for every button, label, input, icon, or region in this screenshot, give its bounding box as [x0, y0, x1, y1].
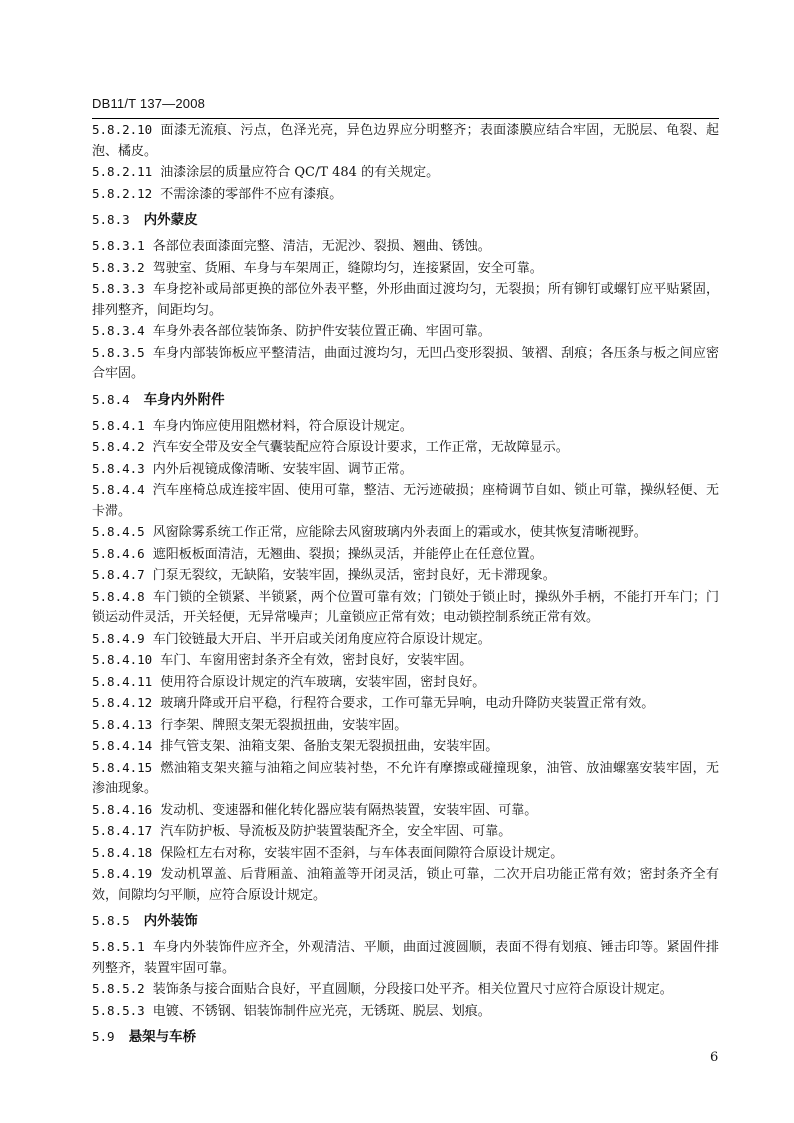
heading-text: 内外装饰	[143, 913, 198, 929]
clause-item	[92, 480, 719, 522]
clause-number: 5.8.4.3	[92, 460, 145, 476]
clause-item	[92, 279, 719, 321]
clause-item	[92, 693, 719, 715]
clause-item	[92, 864, 719, 906]
clause-item	[92, 321, 719, 343]
clause-item	[92, 650, 719, 672]
clause-number: 5.8.4.18	[92, 844, 153, 860]
clause-item	[92, 672, 719, 694]
clause-number: 5.8.3	[92, 212, 130, 227]
clause-item	[92, 629, 719, 651]
clause-number: 5.8.3.1	[92, 238, 145, 253]
clause-item	[92, 565, 719, 587]
clause-item	[92, 736, 719, 758]
clause-number: 5.8.4.8	[92, 588, 145, 604]
clause-text: 油漆涂层的质量应符合 QC/T 484 的有关规定。	[160, 165, 440, 180]
clause-number: 5.8.4.13	[92, 716, 153, 732]
clause-number: 5.8.4.1	[92, 417, 145, 433]
header-rule	[92, 118, 719, 119]
clause-text: 不需涂漆的零部件不应有漆痕。	[160, 186, 343, 202]
clause-text: 车门锁的全锁紧、半锁紧，两个位置可靠有效；门锁处于锁止时，操纵外手柄，不能打开车门；门锁运动件灵活，开关轻便，无异常噪声；儿童锁应正常有效；电动锁控制系统正常有效。	[92, 589, 719, 625]
clause-text: 装饰条与接合面贴合良好，平直圆顺，分段接口处平齐。相关位置尺寸应符合原设计规定。	[152, 982, 673, 997]
clause-number: 5.8.5.3	[92, 1002, 145, 1018]
clause-number: 5.8.4.11	[92, 673, 153, 689]
clause-text: 汽车防护板、导流板及防护装置装配齐全，安全牢固、可靠。	[160, 824, 512, 839]
clause-number: 5.8.4.4	[92, 482, 145, 497]
clause-text: 车门铰链最大开启、半开启或关闭角度应符合原设计规定。	[152, 631, 491, 647]
clause-number: 5.8.3.2	[92, 259, 145, 275]
clause-item	[92, 843, 719, 865]
clause-number: 5.9	[92, 1029, 115, 1044]
clause-text: 车身外表各部位装饰条、防护件安装位置正确、牢固可靠。	[152, 324, 491, 339]
clause-text: 遮阳板板面清洁，无翘曲、裂损；操纵灵活，并能停止在任意位置。	[152, 546, 543, 562]
clause-text: 内外后视镜成像清晰、安装牢固、调节正常。	[152, 461, 413, 477]
clause-number: 5.8.4.2	[92, 439, 145, 454]
page-number: 6	[710, 1050, 719, 1065]
heading-text: 悬架与车桥	[128, 1029, 197, 1045]
clause-text: 行李架、牌照支架无裂损扭曲，安装牢固。	[160, 717, 408, 733]
clause-text: 各部位表面漆面完整、清洁，无泥沙、裂损、翘曲、锈蚀。	[152, 239, 491, 254]
clause-number: 5.8.4.17	[92, 823, 153, 838]
heading-text: 车身内外附件	[143, 391, 225, 408]
clause-text: 门泵无裂纹，无缺陷，安装牢固，操纵灵活，密封良好，无卡滞现象。	[152, 568, 556, 583]
clause-number: 5.8.4.12	[92, 695, 153, 710]
heading-text: 内外蒙皮	[143, 212, 198, 228]
clause-item	[92, 459, 719, 481]
clause-number: 5.8.2.10	[92, 122, 153, 137]
clause-text: 车门、车窗用密封条齐全有效，密封良好，安装牢固。	[160, 653, 473, 668]
clause-number: 5.8.4.15	[92, 759, 153, 775]
clause-text: 面漆无流痕、污点，色泽光亮，异色边界应分明整齐；表面漆膜应结合牢固，无脱层、龟裂、起泡、橘皮。	[92, 123, 719, 159]
clause-text: 车身挖补或局部更换的部位外表平整，外形曲面过渡均匀，无裂损；所有铆钉或螺钉应平贴紧固，排列整齐，间距均匀。	[92, 282, 719, 318]
clause-item	[92, 937, 719, 979]
document-id: DB11/T 137—2008	[92, 96, 206, 111]
clause-number: 5.8.3.5	[92, 344, 145, 360]
clause-number: 5.8.4	[92, 391, 130, 407]
clause-text: 汽车安全带及安全气囊装配应符合原设计要求，工作正常，无故障显示。	[152, 440, 569, 455]
clause-number: 5.8.5.1	[92, 939, 145, 954]
section-heading	[92, 1027, 719, 1047]
clause-item	[92, 258, 719, 280]
clause-item	[92, 979, 719, 1001]
clause-number: 5.8.5	[92, 913, 130, 928]
clause-text: 燃油箱支架夹箍与油箱之间应装衬垫，不允许有摩擦或碰撞现象，油管、放油螺塞安装牢固，无渗油现象。	[92, 760, 719, 796]
clause-number: 5.8.3.4	[92, 323, 145, 338]
clause-text: 车身内外装饰件应齐全，外观清洁、平顺，曲面过渡圆顺，表面不得有划痕、锤击印等。紧固件排列整齐，装置牢固可靠。	[92, 940, 719, 976]
clause-item	[92, 821, 719, 843]
clause-text: 驾驶室、货厢、车身与车架周正，缝隙均匀，连接紧固，安全可靠。	[152, 260, 543, 276]
clause-number: 5.8.2.12	[92, 185, 153, 201]
clause-item	[92, 800, 719, 822]
clause-number: 5.8.2.11	[92, 164, 153, 179]
clause-item	[92, 758, 719, 800]
clause-text: 使用符合原设计规定的汽车玻璃，安装牢固，密封良好。	[160, 674, 486, 690]
clause-text: 排气管支架、油箱支架、备胎支架无裂损扭曲，安装牢固。	[160, 739, 499, 754]
clause-item	[92, 522, 719, 544]
clause-item	[92, 587, 719, 629]
clause-item	[92, 715, 719, 737]
clause-text: 发动机、变速器和催化转化器应装有隔热装置，安装牢固、可靠。	[160, 802, 538, 818]
clause-item	[92, 162, 719, 184]
clause-number: 5.8.5.2	[92, 981, 145, 996]
clause-number: 5.8.4.10	[92, 652, 153, 667]
clause-text: 车身内部装饰板应平整清洁，曲面过渡均匀，无凹凸变形裂损、皱褶、刮痕；各压条与板之间应密合牢固。	[92, 345, 719, 381]
clause-item	[92, 236, 719, 258]
clause-text: 风窗除雾系统工作正常，应能除去风窗玻璃内外表面上的霜或水，使其恢复清晰视野。	[152, 525, 647, 540]
clause-item	[92, 184, 719, 206]
clause-number: 5.8.3.3	[92, 281, 145, 296]
clause-number: 5.8.4.16	[92, 801, 153, 817]
clause-number: 5.8.4.5	[92, 524, 145, 539]
clause-item	[92, 544, 719, 566]
clause-item	[92, 1001, 719, 1023]
clause-item	[92, 343, 719, 385]
clause-text: 玻璃升降或开启平稳，行程符合要求，工作可靠无异响，电动升降防夹装置正常有效。	[160, 696, 655, 711]
clause-number: 5.8.4.19	[92, 866, 153, 881]
clause-text: 车身内饰应使用阻燃材料，符合原设计规定。	[152, 418, 413, 434]
clause-number: 5.8.4.6	[92, 545, 145, 561]
clause-number: 5.8.4.9	[92, 630, 145, 646]
clause-number: 5.8.4.14	[92, 738, 153, 753]
clause-text: 汽车座椅总成连接牢固、使用可靠，整洁、无污迹破损；座椅调节自如、锁止可靠，操纵轻便、无卡滞。	[92, 483, 719, 519]
page-body	[92, 120, 719, 1053]
clause-text: 保险杠左右对称，安装牢固不歪斜，与车体表面间隙符合原设计规定。	[160, 845, 564, 861]
clause-number: 5.8.4.7	[92, 567, 145, 582]
clause-item	[92, 416, 719, 438]
section-heading	[92, 911, 719, 931]
clause-item	[92, 437, 719, 459]
clause-text: 发动机罩盖、后背厢盖、油箱盖等开闭灵活，锁止可靠，二次开启功能正常有效；密封条齐全有效，间隙均匀平顺，应符合原设计规定。	[92, 867, 719, 903]
clause-item	[92, 120, 719, 162]
section-heading	[92, 390, 719, 410]
clause-text: 电镀、不锈钢、铝装饰制件应光亮，无锈斑、脱层、划痕。	[152, 1003, 491, 1019]
section-heading	[92, 210, 719, 230]
